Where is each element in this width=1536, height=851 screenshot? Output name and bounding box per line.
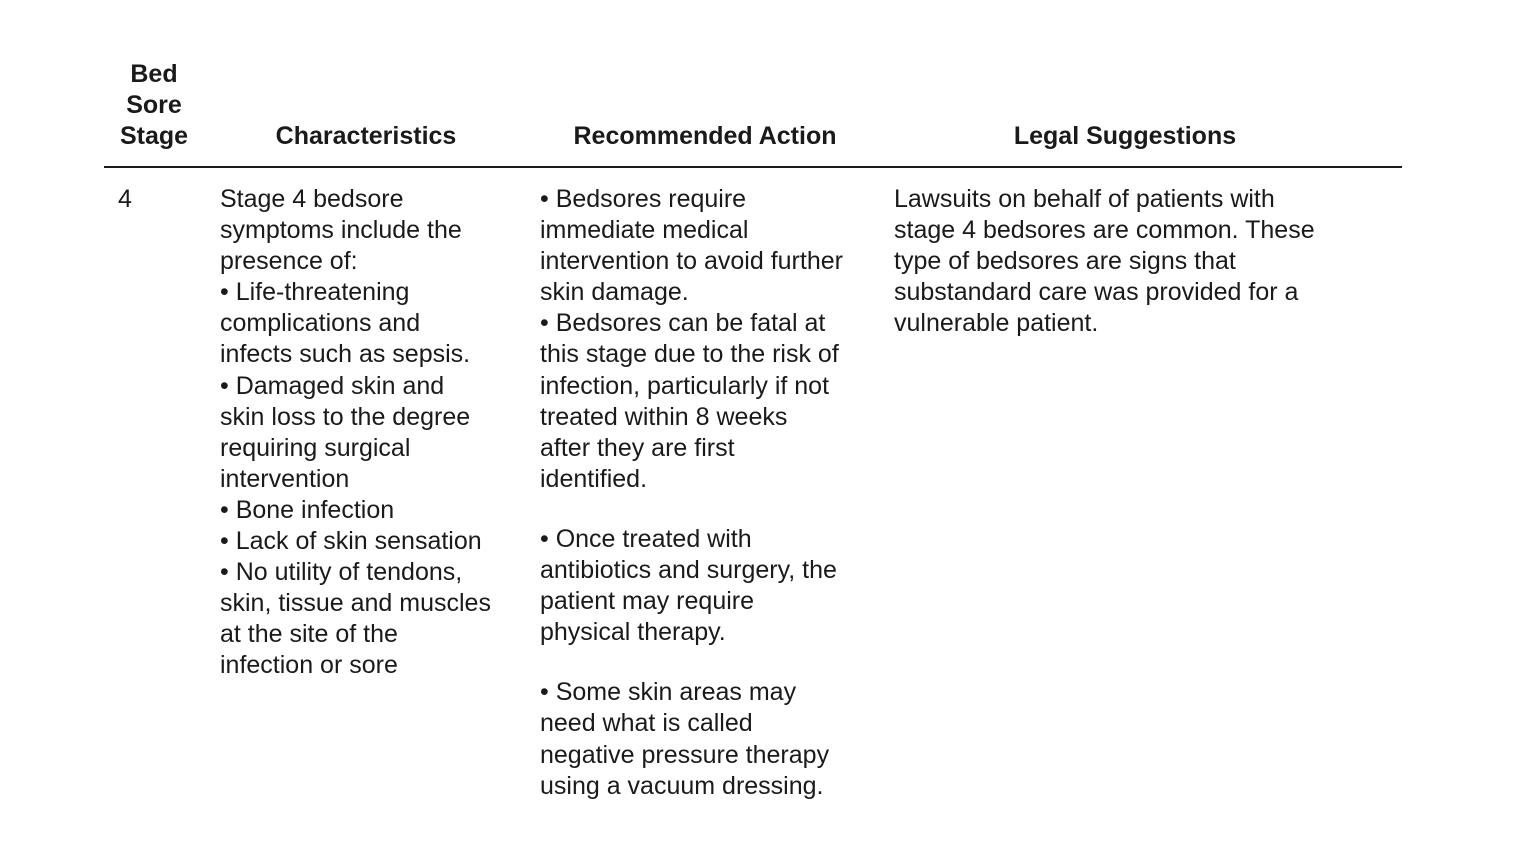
paragraph-gap — [540, 648, 872, 677]
text-line: Stage 4 bedsore — [220, 185, 404, 213]
text-line: • No utility of tendons, — [220, 558, 463, 587]
text-line: complications and — [220, 309, 421, 338]
text-line: vulnerable patient. — [894, 309, 1099, 338]
text-line: immediate medical — [540, 216, 749, 245]
paragraph-gap — [540, 495, 872, 524]
text-line: negative pressure therapy — [540, 740, 830, 769]
text-line: • Bedsores can be fatal at — [540, 309, 826, 338]
cell-recommended-action — [540, 184, 872, 802]
text-line: using a vacuum dressing. — [540, 771, 824, 800]
text-line: • Life-threatening — [220, 278, 410, 307]
header-bed-sore-stage — [104, 59, 204, 152]
text-line: physical therapy. — [540, 618, 726, 647]
text-line: this stage due to the risk of — [540, 340, 839, 369]
header-stage-line: Stage — [119, 122, 189, 150]
cell-stage: 4 — [118, 185, 132, 213]
text-line: intervention to avoid further — [540, 247, 843, 276]
table-row — [104, 168, 1402, 828]
text-line: infection, particularly if not — [540, 371, 830, 400]
text-line: • Bone infection — [220, 495, 395, 524]
text-line: • Some skin areas may — [540, 678, 797, 707]
table-header-row — [104, 58, 1402, 168]
text-line: substandard care was provided for a — [894, 278, 1299, 307]
text-line: type of bedsores are signs that — [894, 247, 1236, 276]
header-stage-line: Bed — [130, 60, 178, 88]
text-line: Lawsuits on behalf of patients with — [894, 185, 1275, 213]
cell-characteristics — [220, 184, 520, 682]
bedsore-table — [104, 58, 1402, 828]
text-line: skin damage. — [540, 278, 689, 307]
text-line: • Once treated with — [540, 524, 752, 553]
text-line: requiring surgical — [220, 433, 411, 462]
text-line: stage 4 bedsores are common. These — [894, 216, 1315, 245]
text-line: • Bedsores require — [540, 185, 747, 213]
header-characteristics: Characteristics — [275, 122, 457, 150]
text-line: presence of: — [220, 247, 358, 276]
header-legal-suggestions: Legal Suggestions — [1013, 122, 1237, 150]
text-line: • Lack of skin sensation — [220, 527, 482, 556]
text-line: identified. — [540, 464, 648, 493]
text-line: antibiotics and surgery, the — [540, 556, 837, 585]
text-line: skin, tissue and muscles — [220, 589, 491, 618]
text-line: • Damaged skin and — [220, 371, 445, 400]
text-line: treated within 8 weeks — [540, 402, 788, 431]
text-line: patient may require — [540, 587, 755, 616]
text-line: symptoms include the — [220, 216, 462, 245]
text-line: infection or sore — [220, 651, 398, 680]
text-line: at the site of the — [220, 620, 398, 649]
text-line: need what is called — [540, 709, 753, 738]
header-stage-line: Sore — [126, 91, 182, 119]
text-line: after they are first — [540, 433, 735, 462]
text-line: skin loss to the degree — [220, 402, 471, 431]
header-recommended-action: Recommended Action — [573, 122, 837, 150]
text-line: intervention — [220, 464, 350, 493]
text-line: infects such as sepsis. — [220, 340, 471, 369]
cell-legal-suggestions — [894, 184, 1364, 339]
